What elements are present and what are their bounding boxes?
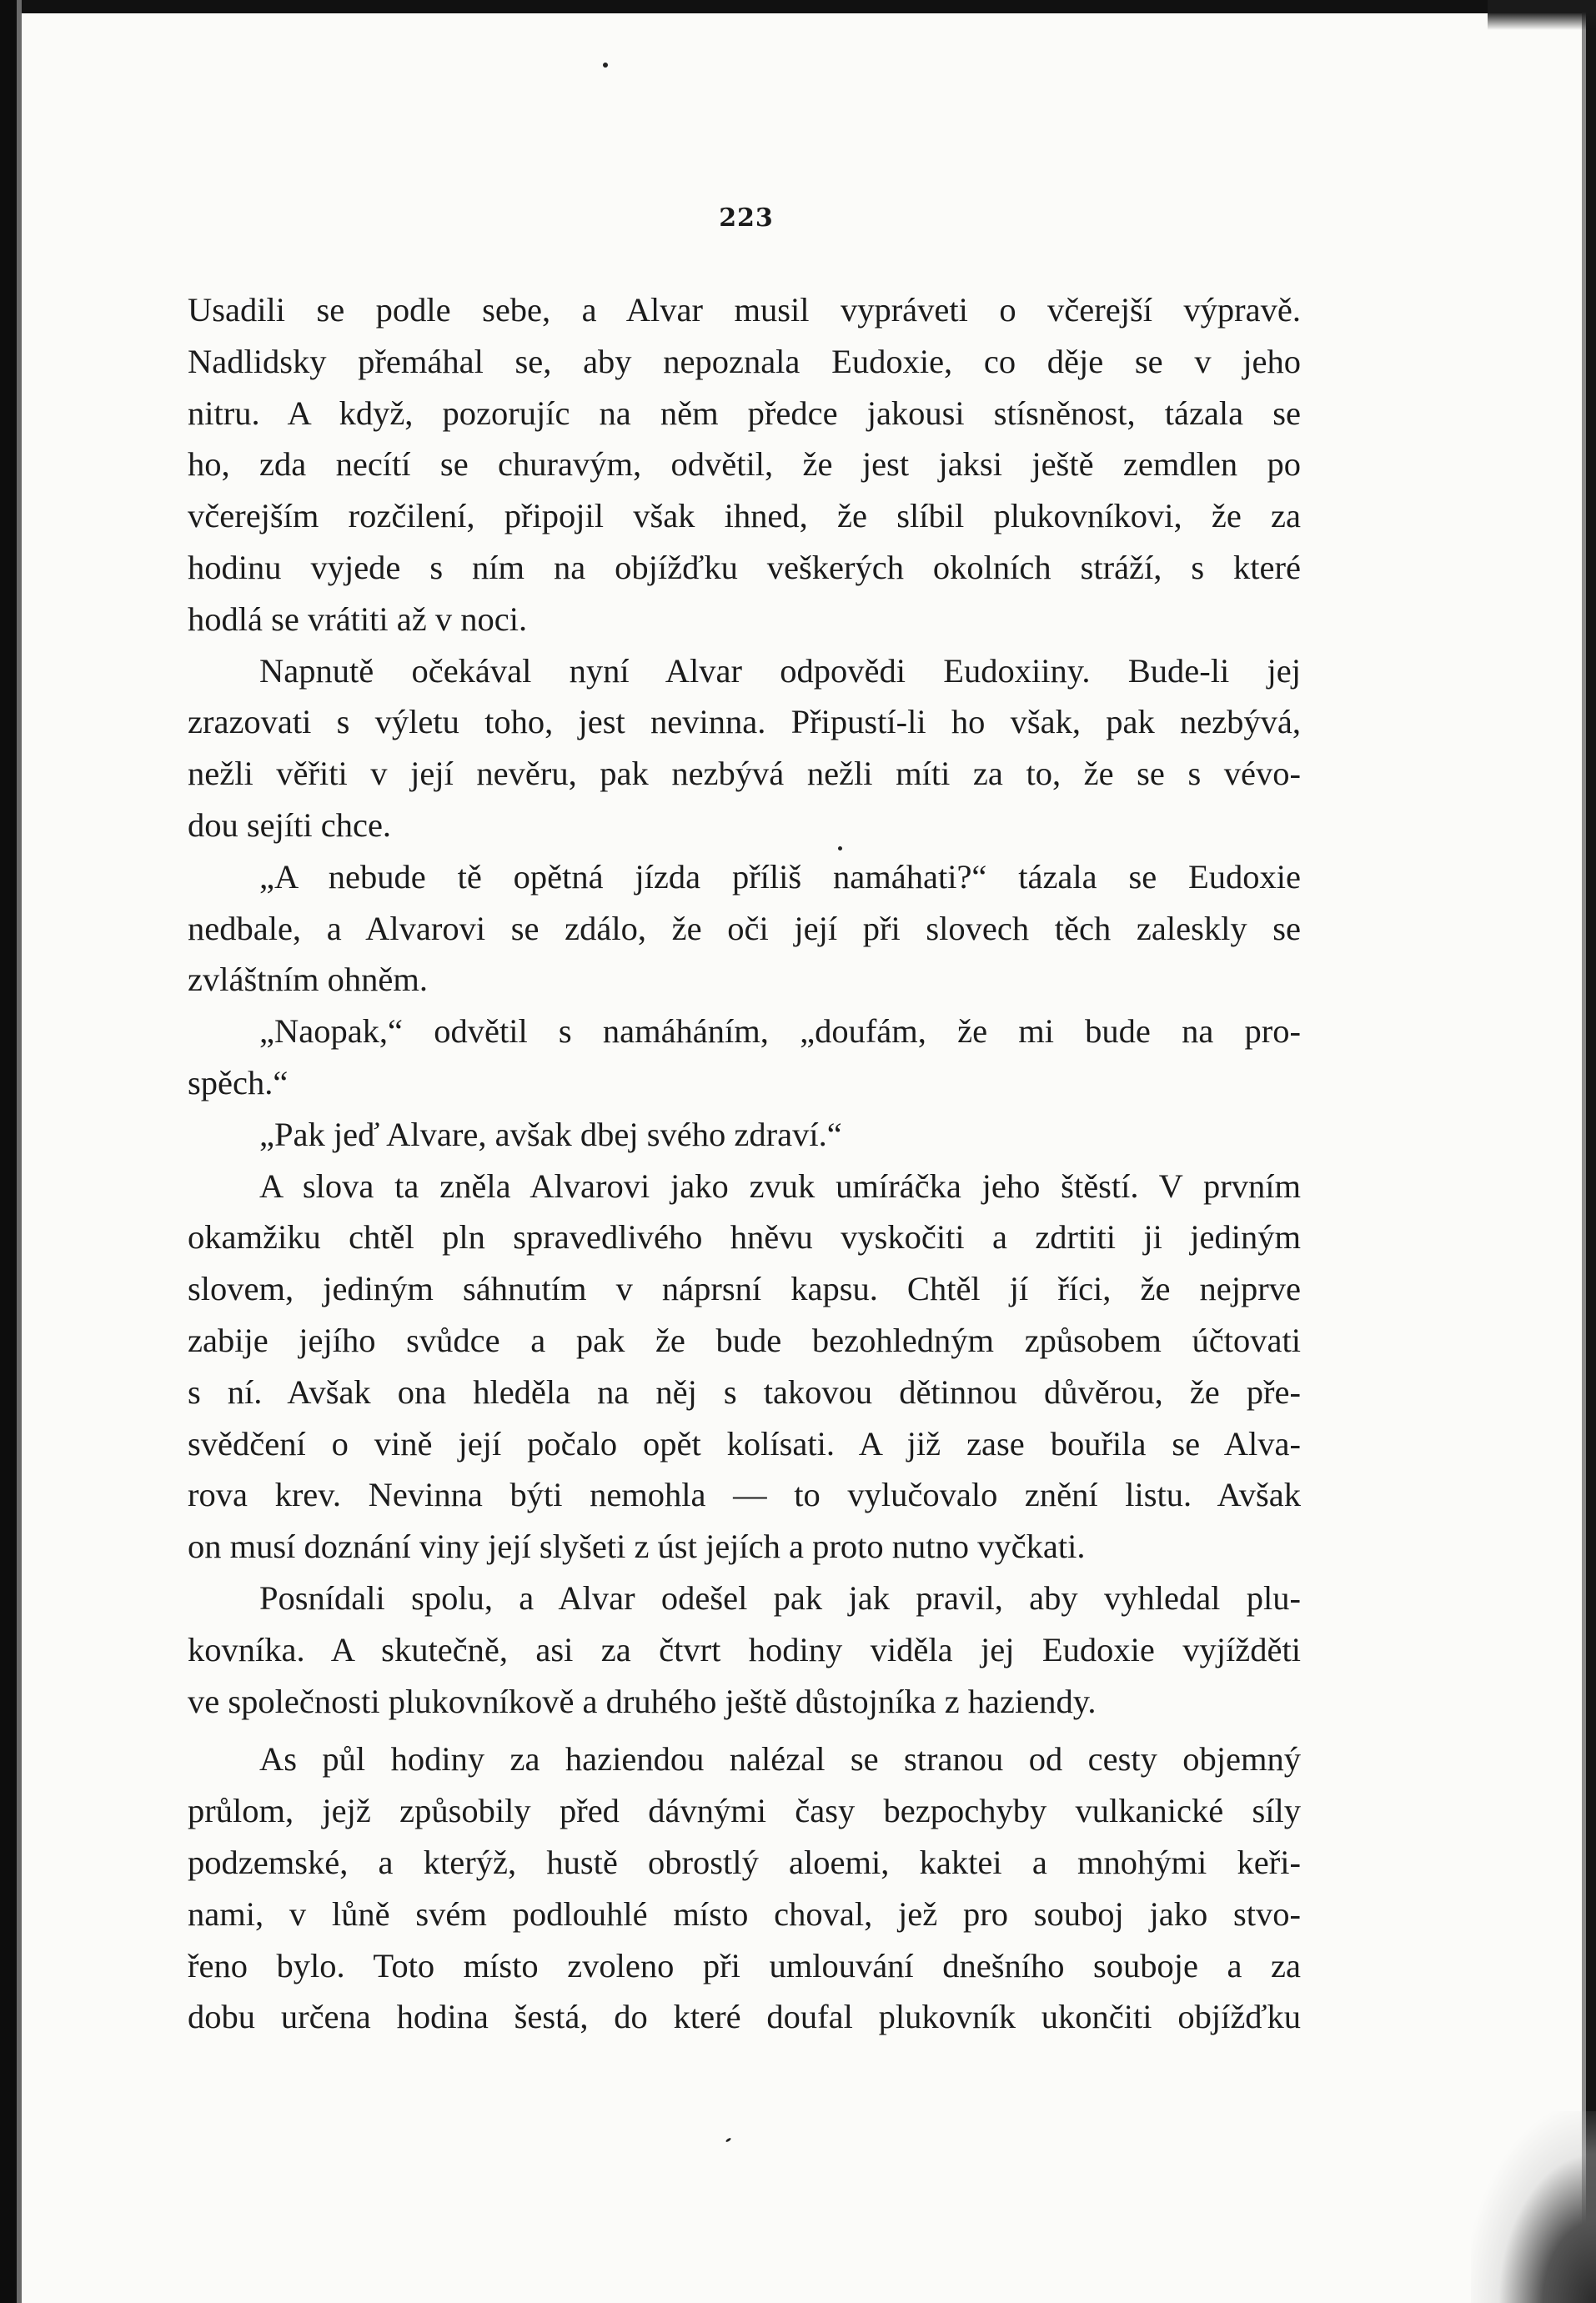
text-line: kovníka. A skutečně, asi za čtvrt hodiny viděla jej Eudoxie vyjížděti (188, 1630, 1301, 1668)
text-line: hodlá se vrátiti až v noci. (188, 600, 528, 638)
text-line: on musí doznání viny její slyšeti z úst jejích a proto nutno vyčkati. (188, 1528, 1086, 1566)
text-line: rova krev. Nevinna býti nemohla — to vylučovalo znění listu. Avšak (188, 1476, 1301, 1514)
paragraph (188, 1109, 1301, 1161)
paragraph-spacing (188, 1727, 1301, 1734)
text-line: dou sejíti chce. (188, 805, 392, 844)
scan-border-right (1586, 0, 1596, 2303)
text-line: svědčení o vině její počalo opět kolísati. A již zase bouřila se Alva- (188, 1424, 1301, 1463)
text-line: Usadili se podle sebe, a Alvar musil vypráveti o včerejší výpravě. (188, 291, 1301, 329)
text-line: s ní. Avšak ona hleděla na něj s takovou dětinnou důvěrou, že pře- (188, 1372, 1301, 1411)
text-line: hodinu vyjede s ním na objížďku veškerých okolních stráží, s které (188, 548, 1301, 586)
paragraph (188, 1573, 1301, 1727)
text-line: „A nebude tě opětná jízda příliš namáhati?“ tázala se Eudoxie (259, 857, 1301, 896)
scan-border-left-shadow (17, 0, 22, 2303)
text-line: ve společnosti plukovníkově a druhého ještě důstojníka z haziendy. (188, 1682, 1097, 1720)
paragraph (188, 851, 1301, 1006)
dust-speck (603, 63, 608, 68)
page-number: 223 (719, 203, 774, 233)
text-line: nitru. A když, pozorujíc na něm předce jakousi stísněnost, tázala se (188, 394, 1301, 432)
text-line: A slova ta zněla Alvarovi jako zvuk umíráčka jeho štěstí. V prvním (259, 1167, 1301, 1205)
scan-corner-top-right (1488, 0, 1596, 30)
paragraph (188, 1161, 1301, 1573)
text-line: podzemské, a kterýž, hustě obrostlý aloemi, kaktei a mnohými keři- (188, 1843, 1301, 1881)
text-line: zrazovati s výletu toho, jest nevinna. Připustí-li ho však, pak nezbývá, (188, 703, 1301, 741)
text-line: As půl hodiny za haziendou nalézal se stranou od cesty objemný (259, 1740, 1301, 1779)
text-line: Napnutě očekával nyní Alvar odpovědi Eudoxiiny. Bude-li jej (259, 651, 1301, 690)
text-line: Nadlidsky přemáhal se, aby nepoznala Eudoxie, co děje se v jeho (188, 342, 1301, 380)
scan-border-right-shadow (1582, 0, 1586, 2303)
text-line: řeno bylo. Toto místo zvoleno při umlouvání dnešního souboje a za (188, 1946, 1301, 1984)
text-line: nežli věřiti v její nevěru, pak nezbývá nežli míti za to, že se s vévo- (188, 755, 1301, 793)
text-line: spěch.“ (188, 1063, 289, 1101)
text-line: okamžiku chtěl pln spravedlivého hněvu vyskočiti a zdrtiti ji jediným (188, 1218, 1301, 1257)
paragraph (188, 1734, 1301, 2043)
text-line: „Pak jeď Alvare, avšak dbej svého zdraví.“ (259, 1115, 842, 1153)
paragraph (188, 284, 1301, 645)
scan-border-top (0, 0, 1596, 13)
dust-speck (725, 2137, 731, 2142)
text-line: „Naopak,“ odvětil s namáháním, „doufám, že mi bude na pro- (259, 1012, 1301, 1051)
text-line: dobu určena hodina šestá, do které doufal plukovník ukončiti objížďku (188, 1998, 1301, 2036)
paragraph (188, 1006, 1301, 1109)
scan-corner-bottom-right (1471, 2111, 1596, 2303)
text-line: slovem, jediným sáhnutím v náprsní kapsu. Chtěl jí říci, že nejprve (188, 1270, 1301, 1308)
paragraph (188, 645, 1301, 851)
text-line: Posnídali spolu, a Alvar odešel pak jak pravil, aby vyhledal plu- (259, 1578, 1301, 1617)
scan-border-left (0, 0, 17, 2303)
text-line: ho, zda necítí se churavým, odvětil, že jest jaksi ještě zemdlen po (188, 445, 1301, 484)
text-line: průlom, jejž způsobily před dávnými časy bezpochyby vulkanické síly (188, 1792, 1301, 1830)
text-line: včerejším rozčilení, připojil však ihned, že slíbil plukovníkovi, že za (188, 497, 1301, 535)
text-line: nami, v lůně svém podlouhlé místo choval, jež pro souboj jako stvo- (188, 1894, 1301, 1933)
text-line: zvláštním ohněm. (188, 961, 428, 999)
text-line: nedbale, a Alvarovi se zdálo, že oči její při slovech těch zaleskly se (188, 909, 1301, 947)
text-line: zabije jejího svůdce a pak že bude bezohledným způsobem účtovati (188, 1321, 1301, 1359)
body-text (188, 284, 1301, 2043)
